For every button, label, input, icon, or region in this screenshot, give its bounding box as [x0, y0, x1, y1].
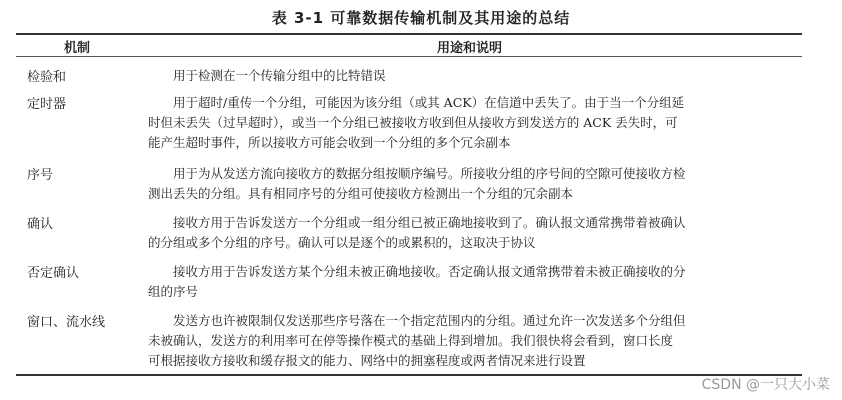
- desc-line: 发送方也许被限制仅发送那些序号落在一个指定范围内的分组。通过允许一次发送多个分组但: [173, 313, 686, 328]
- mechanism-label: 检验和: [27, 70, 67, 85]
- usage-description: [148, 66, 778, 86]
- usage-description: [148, 213, 778, 253]
- desc-line: 未被确认，发送方的利用率可在停等操作模式的基础上得到增加。我们很快将会看到，窗口长度: [148, 333, 674, 348]
- usage-description: [148, 311, 778, 371]
- top-rule: [16, 33, 802, 35]
- mechanism-label: 确认: [27, 217, 54, 232]
- desc-line: 组的序号: [148, 284, 199, 299]
- mechanism-label: 定时器: [27, 97, 67, 112]
- desc-line: 用于超时/重传一个分组，可能因为该分组（或其 ACK）在信道中丢失了。由于当一个分组延: [173, 95, 685, 110]
- desc-line: 的分组或多个分组的序号。确认可以是逐个的或累积的，这取决于协议: [148, 235, 536, 250]
- header-usage: 用途和说明: [437, 41, 503, 56]
- desc-line: 接收方用于告诉发送方某个分组未被正确地接收。否定确认报文通常携带着未被正确接收的分: [173, 264, 686, 279]
- desc-line: 接收方用于告诉发送方一个分组或一组分组已被正确地接收到了。确认报文通常携带着被确认: [173, 215, 686, 230]
- watermark: CSDN @一只大小菜: [701, 377, 830, 393]
- bottom-rule: [16, 374, 802, 376]
- usage-description: [148, 262, 778, 302]
- usage-description: [148, 93, 778, 153]
- desc-line: 能产生超时事件，所以接收方可能会收到一个分组的多个冗余副本: [148, 135, 511, 150]
- mechanism-label: 窗口、流水线: [27, 315, 106, 330]
- desc-line: 测出丢失的分组。具有相同序号的分组可使接收方检测出一个分组的冗余副本: [148, 186, 574, 201]
- mechanism-label: 否定确认: [27, 266, 80, 281]
- desc-line: 时但未丢失（过早超时），或当一个分组已被接收方收到但从接收方到发送方的 ACK 丢失时，可: [148, 115, 678, 130]
- header-rule: [16, 56, 802, 57]
- header-mechanism: 机制: [64, 41, 91, 56]
- desc-line: 用于检测在一个传输分组中的比特错误: [173, 68, 386, 83]
- table-title: 表 3-1 可靠数据传输机制及其用途的总结: [271, 9, 571, 27]
- mechanism-label: 序号: [27, 168, 54, 183]
- desc-line: 可根据接收方接收和缓存报文的能力、网络中的拥塞程度或两者情况来进行设置: [148, 353, 586, 368]
- usage-description: [148, 164, 778, 204]
- desc-line: 用于为从发送方流向接收方的数据分组按顺序编号。所接收分组的序号间的空隙可使接收方检: [173, 166, 686, 181]
